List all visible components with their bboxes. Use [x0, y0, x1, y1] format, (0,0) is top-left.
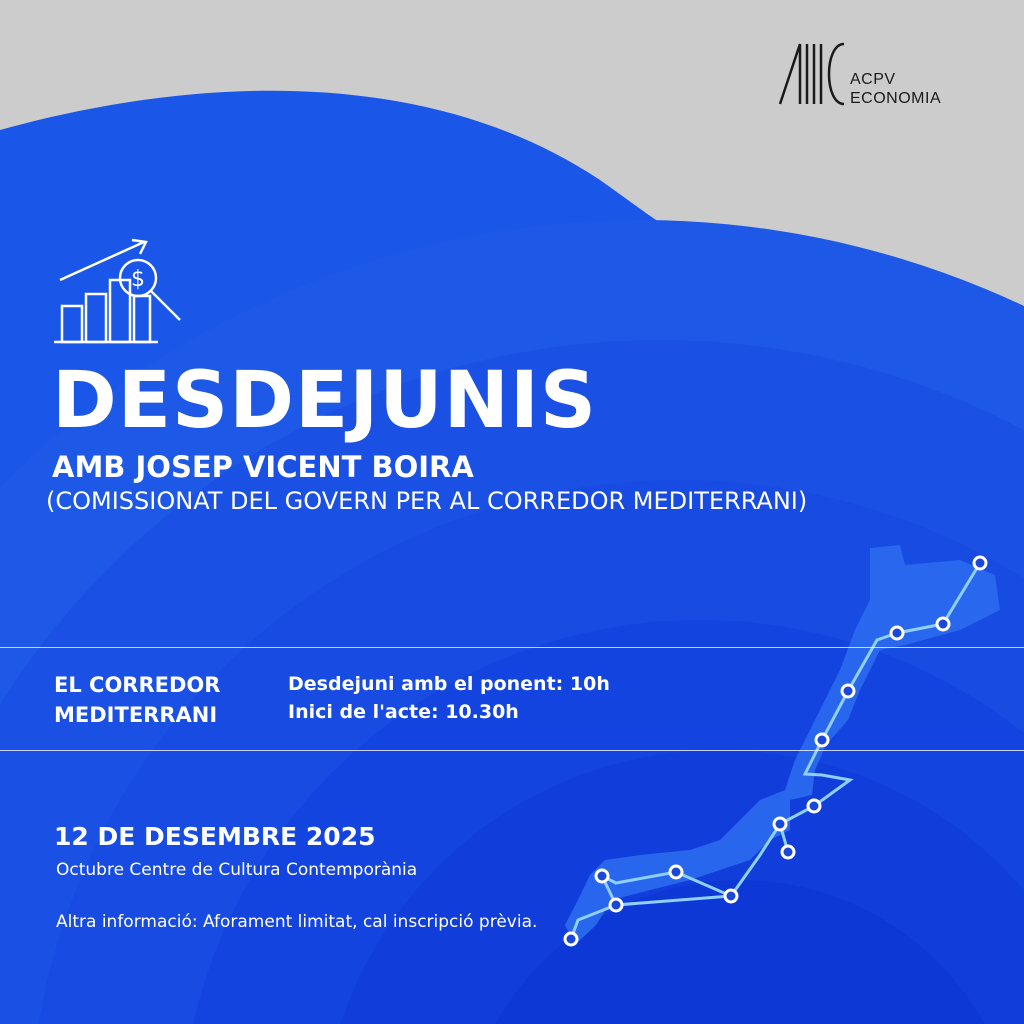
schedule-breakfast: Desdejuni amb el ponent: 10h: [288, 673, 610, 695]
logo-line1: ACPV: [850, 71, 896, 88]
event-speaker-role: (COMISSIONAT DEL GOVERN PER AL CORREDOR MEDITERRANI): [46, 487, 808, 515]
event-title: DESDEJUNIS: [52, 356, 598, 446]
logo-line2: ECONOMIA: [850, 90, 942, 107]
section-label-line1: EL CORREDOR: [54, 673, 221, 697]
schedule: [288, 670, 610, 726]
event-info: Altra informació: Aforament limitat, cal inscripció prèvia.: [56, 912, 538, 932]
schedule-start: Inici de l'acte: 10.30h: [288, 701, 519, 723]
event-date: 12 DE DESEMBRE 2025: [54, 822, 376, 851]
section-label-line2: MEDITERRANI: [54, 703, 218, 727]
divider-top: [0, 647, 1024, 648]
divider-bottom: [0, 750, 1024, 751]
event-speaker: AMB JOSEP VICENT BOIRA: [52, 450, 474, 484]
svg-text:$: $: [131, 267, 145, 292]
section-label: [54, 670, 274, 730]
event-venue: Octubre Centre de Cultura Contemporània: [56, 860, 418, 880]
